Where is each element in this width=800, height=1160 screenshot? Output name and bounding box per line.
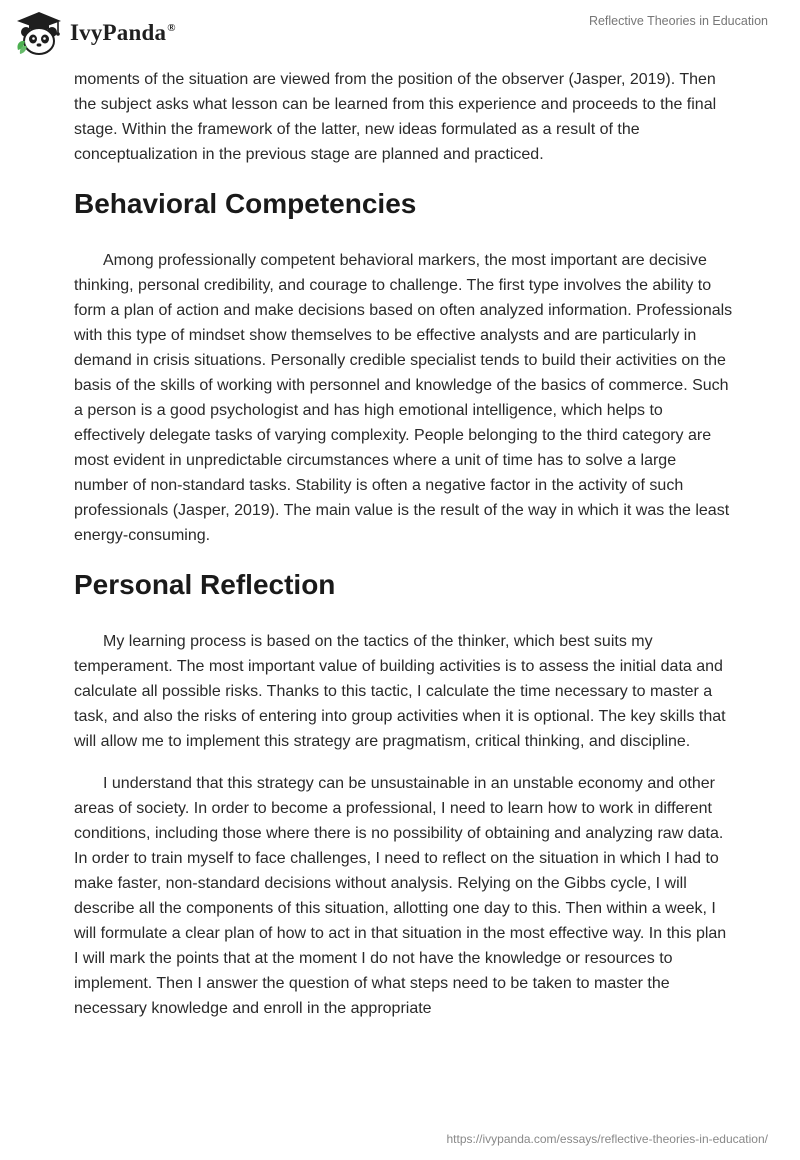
heading-behavioral-competencies: Behavioral Competencies — [74, 188, 417, 219]
paragraph: Among professionally competent behavioral markers, the most important are decisive thinking, personal credibility, and courage to challenge. The first type involves the ability to form a plan of action and make decisions based on often analyzed information. Professionals with this type of mindset show themselves to be effective analysts and are particularly in demand in crisis situations. Personally credible specialist tends to build their activities on the basis of the skills of working with personnel and knowledge of the basics of commerce. Such a person is a good psychologist and has high emotional intelligence, which helps to effectively delegate tasks of varying complexity. People belonging to the third category are most evident in unpredictable circumstances where a unit of time has to solve a large number of non-standard tasks. Stability is often a negative factor in the activity of such professionals (Jasper, 2019). The main value is the result of the way in which it was the least energy-consuming. — [74, 252, 733, 544]
essay-content — [74, 67, 734, 1038]
paragraph: I understand that this strategy can be unsustainable in an unstable economy and other areas of society. In order to become a professional, I need to learn how to work in different conditions, including those where there is no possibility of obtaining and analyzing raw data. In order to train myself to face challenges, I need to reflect on the situation in which I had to make faster, non-standard decisions without analysis. Relying on the Gibbs cycle, I will describe all the components of this situation, allotting one day to this. Then within a week, I will formulate a clear plan of how to act in that situation in the most effective way. In this plan I will mark the points that at the moment I do not have the knowledge or resources to implement. Then I answer the question of what steps need to be taken to master the necessary knowledge and enroll in the appropriate — [74, 775, 727, 1017]
page-header — [0, 0, 800, 70]
ivypanda-logo[interactable] — [14, 10, 176, 56]
registered-mark: ® — [167, 22, 176, 35]
paragraph: My learning process is based on the tactics of the thinker, which best suits my temperament. The most important value of building activities is to assess the initial data and calculate all possible risks. Thanks to this tactic, I calculate the time necessary to master a task, and also the risks of entering into group activities when it is optional. The key skills that will allow me to implement this strategy are pragmatism, critical thinking, and discipline. — [74, 633, 726, 750]
brand-name: IvyPanda® — [70, 20, 176, 45]
panda-icon — [14, 10, 64, 56]
intro-paragraph: moments of the situation are viewed from the position of the observer (Jasper, 2019). Then the subject asks what lesson can be learned from this experience and proceeds to the final stage. Within the framework of the latter, new ideas formulated as a result of the conceptualization in the previous stage are planned and practiced. — [74, 71, 717, 163]
footer-url[interactable]: https://ivypanda.com/essays/reflective-theories-in-education/ — [446, 1132, 768, 1146]
document-title: Reflective Theories in Education — [588, 14, 768, 28]
heading-personal-reflection: Personal Reflection — [74, 569, 336, 600]
